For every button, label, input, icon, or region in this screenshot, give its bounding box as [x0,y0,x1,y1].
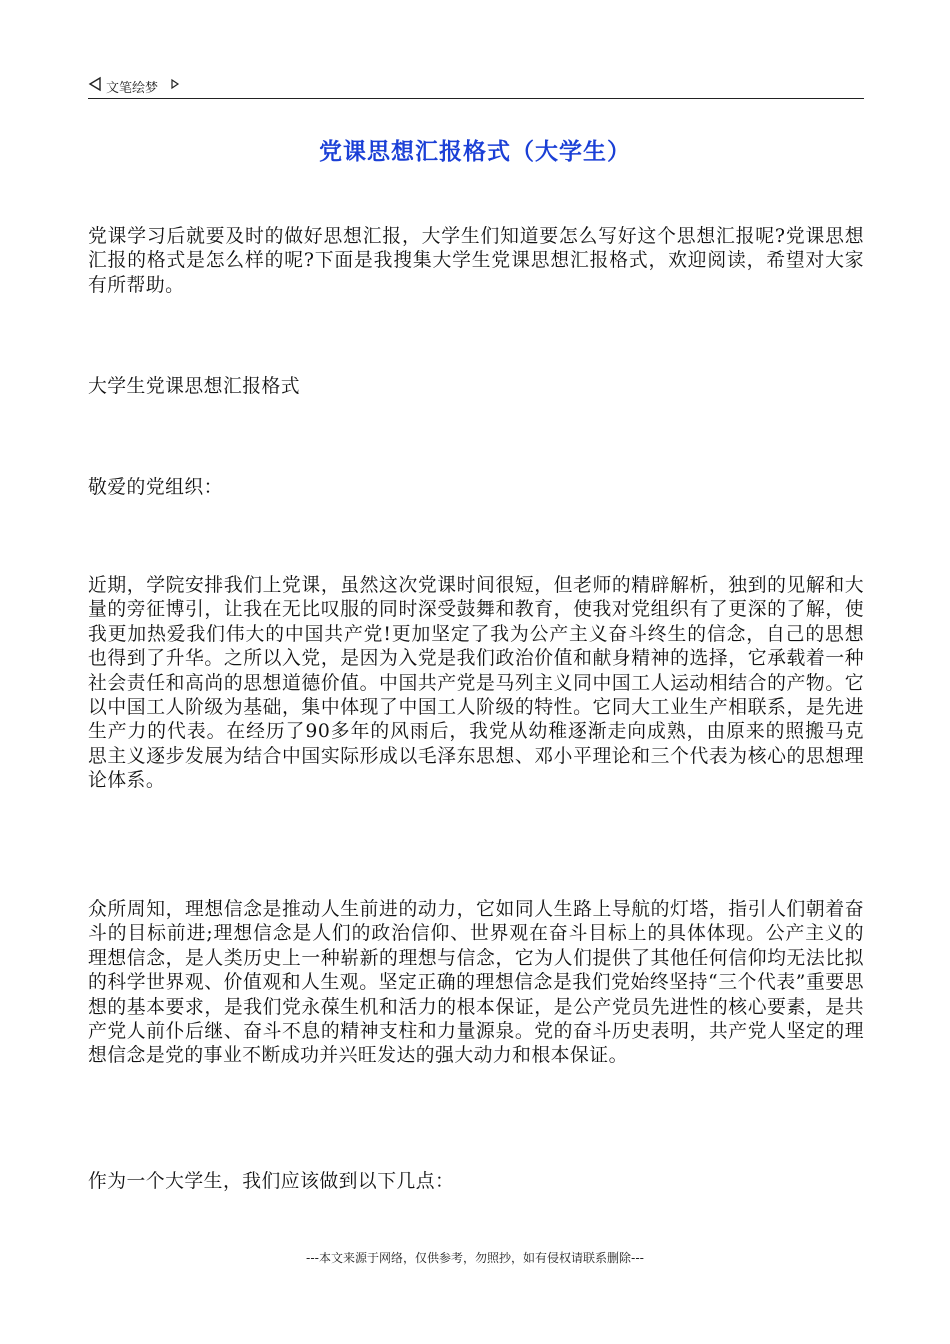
body-paragraph-3: 作为一个大学生，我们应该做到以下几点： [88,1171,455,1192]
document-title: 党课思想汇报格式（大学生） [319,139,631,165]
body-paragraph-2: 众所周知，理想信念是推动人生前进的动力，它如同人生路上导航的灯塔，指引人们朝着奋斗的目标前进;理想信念是人们的政治信仰、世界观在奋斗目标上的具体体现。公产主义的理想信念，是人类历史上一种崭新的理想与信念，它为人们提供了其他任何信仰均无法比拟的科学世界观、价值观和人生观。坚定正确的理想信念是我们党始终坚持“三个代表”重要思想的基本要求，是我们党永葆生机和活力的根本保证，是公产党员先进性的核心要素，是共产党人前仆后继、奋斗不息的精神支柱和力量源泉。党的奋斗历史表明，共产党人坚定的理想信念是党的事业不断成功并兴旺发达的强大动力和根本保证。 [88,899,864,1067]
footer-disclaimer: ---本文来源于网络，仅供参考，勿照抄，如有侵权请联系删除--- [306,1251,644,1265]
section-heading: 大学生党课思想汇报格式 [88,376,301,397]
header-brand [88,76,180,96]
body-paragraph-1: 近期，学院安排我们上党课，虽然这次党课时间很短，但老师的精辟解析，独到的见解和大量的旁征博引，让我在无比叹服的同时深受鼓舞和教育，使我对党组织有了更深的了解，使我更加热爱我们伟大的中国共产党!更加坚定了我为公产主义奋斗终生的信念，自己的思想也得到了升华。之所以入党，是因为入党是我们政治价值和献身精神的选择，它承载着一种社会责任和高尚的思想道德价值。中国共产党是马列主义同中国工人运动相结合的产物。它以中国工人阶级为基础，集中体现了中国工人阶级的特性。它同大工业生产相联系，是先进生产力的代表。在经历了90多年的风雨后，我党从幼稚逐渐走向成熟，由原来的照搬马克思主义逐步发展为结合中国实际形成以毛泽东思想、邓小平理论和三个代表为核心的思想理论体系。 [88,575,864,792]
salutation: 敬爱的党组织： [88,477,223,498]
page-header [88,72,864,99]
triangle-right-icon [170,78,180,94]
brand-name: 文笔绘梦 [106,80,159,96]
intro-paragraph: 党课学习后就要及时的做好思想汇报，大学生们知道要怎么写好这个思想汇报呢?党课思想汇报的格式是怎么样的呢?下面是我搜集大学生党课思想汇报格式，欢迎阅读，希望对大家有所帮助。 [88,226,864,296]
triangle-left-icon [88,76,102,96]
